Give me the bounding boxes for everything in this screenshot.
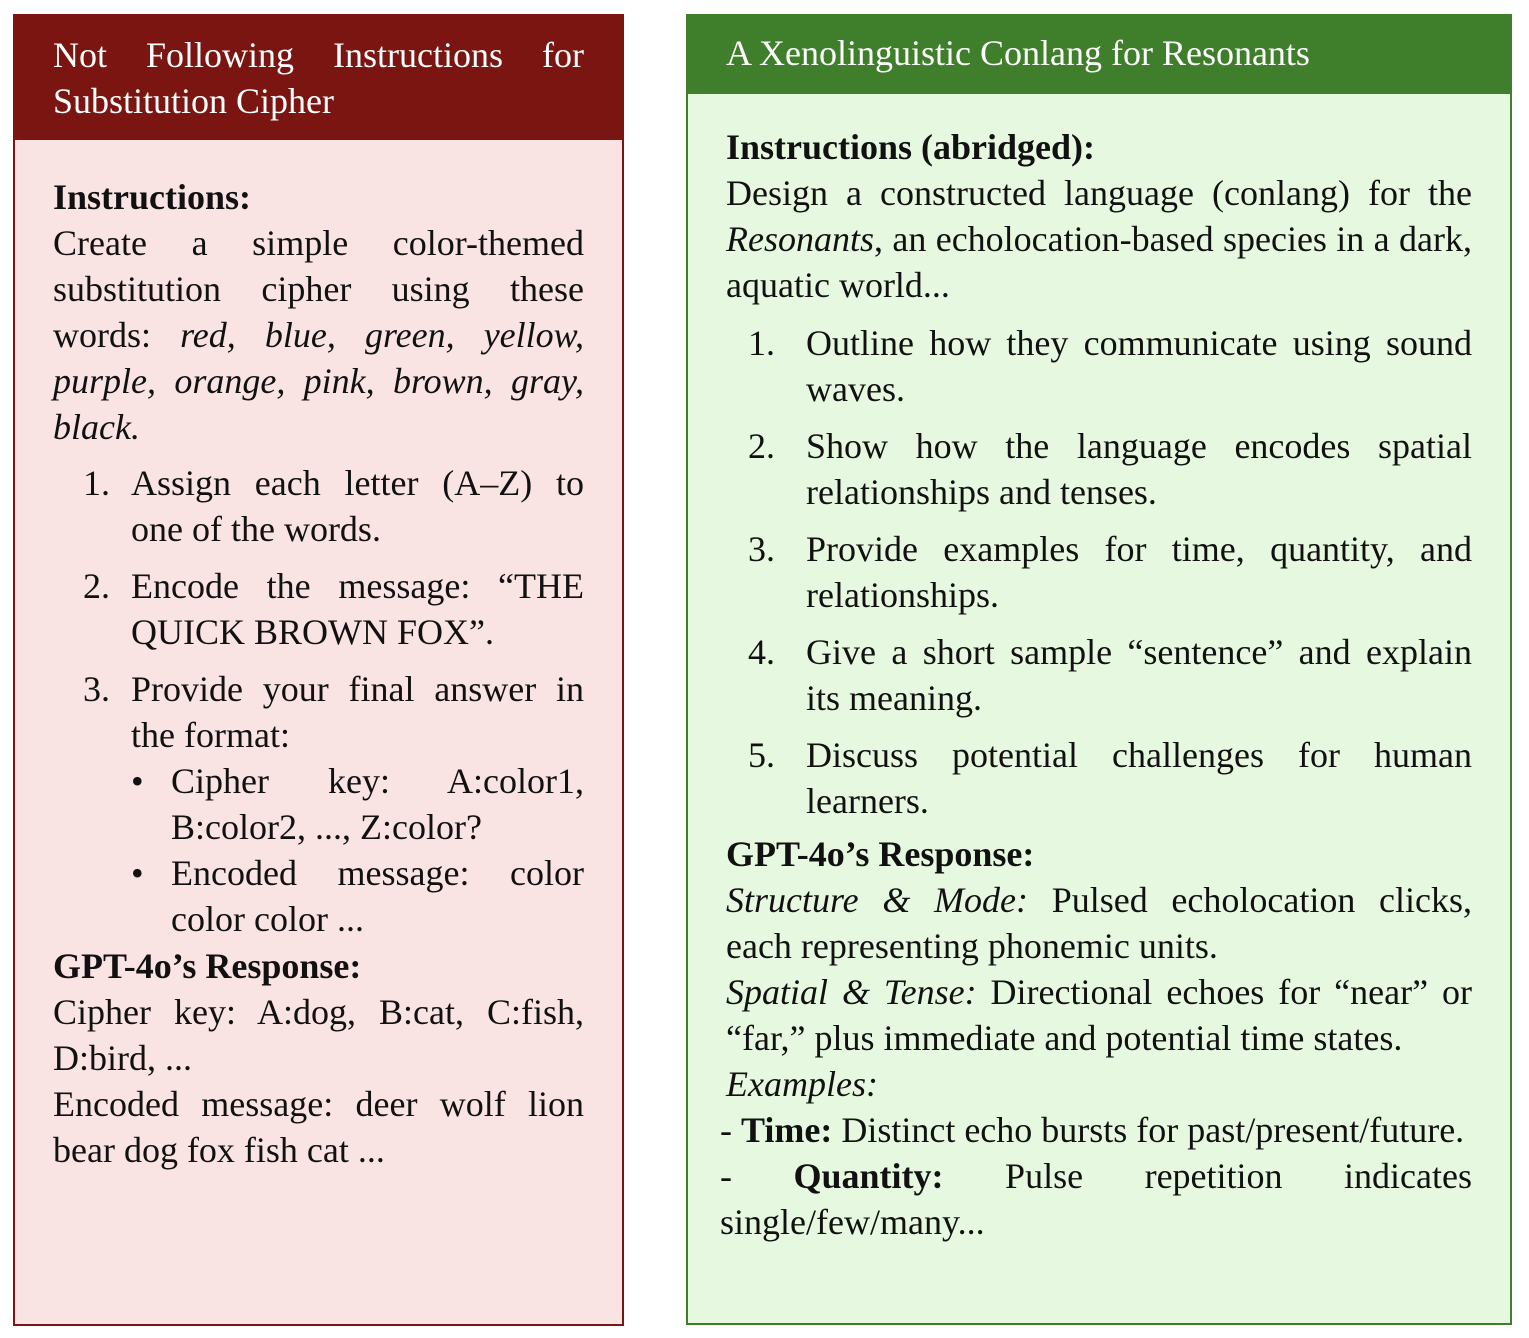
time-label: Time: — [741, 1110, 833, 1150]
list-item — [726, 320, 1472, 412]
step-number: 2. — [748, 426, 775, 466]
step-text: Give a short sample “sentence” and explain its meaning. — [806, 632, 1472, 718]
instruction-steps — [53, 460, 584, 942]
bullet-text: Cipher key: A:color1, B:color2, ..., Z:color? — [171, 761, 584, 847]
response-encoded-message: Encoded message: deer wolf lion bear dog fox fish cat ... — [53, 1084, 584, 1170]
right-panel-content — [688, 94, 1510, 1245]
quantity-label: Quantity: — [793, 1156, 944, 1196]
response-structure — [726, 877, 1472, 969]
instructions-label: Instructions (abridged): — [726, 127, 1096, 167]
list-item — [53, 460, 584, 552]
list-item — [53, 563, 584, 655]
example-time — [720, 1107, 1472, 1153]
step-text: Outline how they communicate using sound waves. — [806, 323, 1472, 409]
step-number: 4. — [748, 632, 775, 672]
instructions-text — [53, 220, 584, 450]
response-label: GPT-4o’s Response: — [53, 946, 362, 986]
instructions-label: Instructions: — [53, 177, 252, 217]
spatial-label: Spatial & Tense: — [726, 972, 977, 1012]
spatial-text: Directional echoes for “near” or “far,” plus immediate and potential time states. — [726, 972, 1472, 1058]
step-text: Discuss potential challenges for human learners. — [806, 735, 1472, 821]
list-item — [131, 758, 584, 850]
left-panel-content — [15, 140, 622, 1173]
intro-text: Create a simple color-themed substitution cipher using these words: — [53, 223, 584, 355]
left-panel-title: Not Following Instructions for Substitution Cipher — [15, 16, 622, 140]
color-words: red, blue, green, yellow, purple, orange, pink, brown, gray, black. — [53, 315, 584, 447]
response-spatial — [726, 969, 1472, 1061]
list-item — [53, 666, 584, 942]
bullet-icon: • — [131, 761, 144, 801]
step-text: Show how the language encodes spatial relationships and tenses. — [806, 426, 1472, 512]
step-number: 3. — [83, 669, 110, 709]
intro-before: Design a constructed language (conlang) for the — [726, 173, 1472, 213]
list-item — [726, 526, 1472, 618]
list-item — [726, 423, 1472, 515]
step-text: Provide examples for time, quantity, and relationships. — [806, 529, 1472, 615]
intro-after: , an echolocation-based species in a dark, aquatic world... — [726, 219, 1472, 305]
response-label: GPT-4o’s Response: — [726, 834, 1035, 874]
bullet-icon: • — [131, 853, 144, 893]
structure-label: Structure & Mode: — [726, 880, 1028, 920]
step-text: Encode the message: “THE QUICK BROWN FOX”. — [131, 566, 584, 652]
species-name: Resonants — [726, 219, 874, 259]
time-text: Distinct echo bursts for past/present/future. — [841, 1110, 1465, 1150]
list-item — [726, 629, 1472, 721]
step-number: 5. — [748, 735, 775, 775]
list-item — [131, 850, 584, 942]
examples-label: Examples: — [726, 1064, 878, 1104]
step-number: 3. — [748, 529, 775, 569]
bullet-text: Encoded message: color color color ... — [171, 853, 584, 939]
step-number: 2. — [83, 566, 110, 606]
step-text: Assign each letter (A–Z) to one of the words. — [131, 463, 584, 549]
step-text: Provide your final answer in the format: — [131, 669, 584, 755]
format-bullets — [131, 758, 584, 942]
instructions-text — [726, 170, 1472, 308]
quantity-text: Pulse repetition indicates single/few/many... — [720, 1156, 1472, 1242]
left-panel — [13, 14, 624, 1326]
right-panel — [686, 14, 1512, 1325]
instruction-steps — [726, 320, 1472, 824]
example-quantity — [720, 1153, 1472, 1245]
structure-text: Pulsed echolocation clicks, each representing phonemic units. — [726, 880, 1472, 966]
list-item — [726, 732, 1472, 824]
step-number: 1. — [83, 463, 110, 503]
quantity-dash: - — [720, 1156, 732, 1196]
step-number: 1. — [748, 323, 775, 363]
right-panel-title: A Xenolinguistic Conlang for Resonants — [688, 16, 1510, 94]
time-dash: - — [720, 1110, 732, 1150]
response-cipher-key: Cipher key: A:dog, B:cat, C:fish, D:bird, ... — [53, 992, 584, 1078]
